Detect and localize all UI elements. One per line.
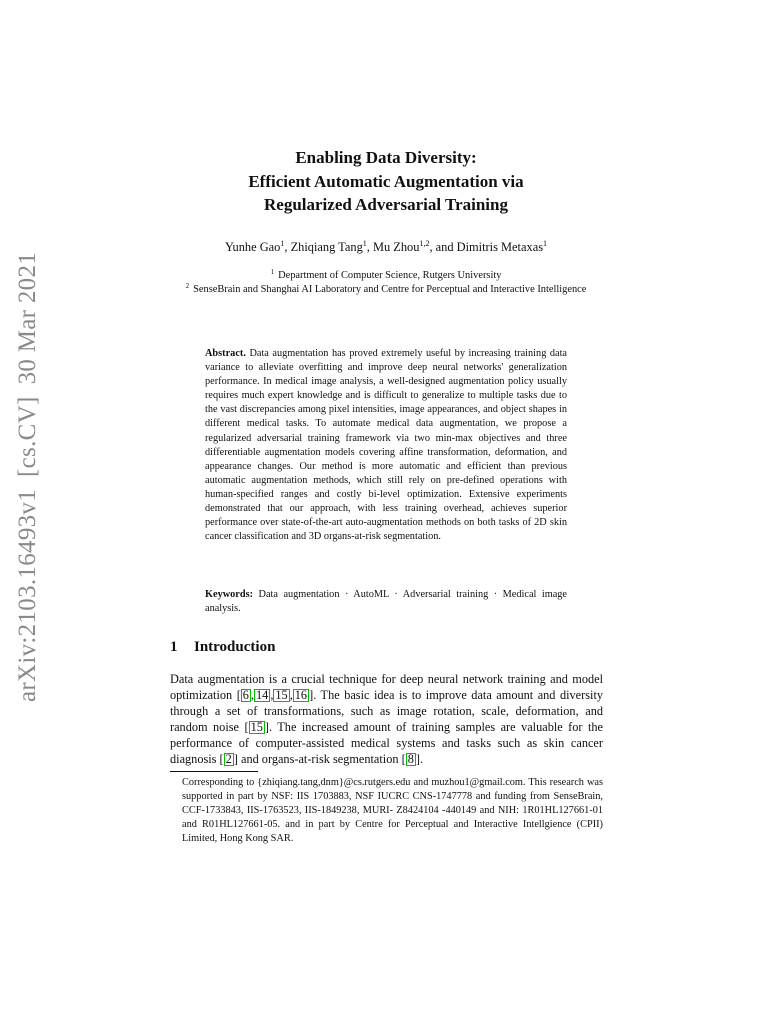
abstract <box>205 347 567 544</box>
citation-link[interactable]: 14 <box>256 688 269 703</box>
arxiv-watermark <box>14 252 42 702</box>
title-line-1: Enabling Data Diversity: <box>295 148 477 167</box>
author-name: Zhiqiang Tang <box>290 240 363 254</box>
keywords-text: Data augmentation · AutoML · Adversarial training · Medical image analysis. <box>205 589 567 615</box>
body-text: . The basic idea is to improve data amount and diversity through a set of transformations, such as image rotation, scale, deformation, and random noise <box>170 688 604 735</box>
author-affiliation-mark: 1 <box>280 239 285 248</box>
author-separator: , <box>284 240 291 254</box>
citation-link[interactable]: 15 <box>275 688 288 703</box>
body-text: Data augmentation is a crucial technique for deep neural network training and model optimization <box>170 672 603 703</box>
title-line-3: Regularized Adversarial Training <box>264 195 508 214</box>
author-name: Dimitris Metaxas <box>456 240 544 254</box>
author-affiliation-mark: 1 <box>362 239 367 248</box>
abstract-text: Data augmentation has proved extremely useful by increasing training data variance to alleviate overfitting and improve deep neural networks' generalization performance. In medical image analysis, a well-designed augmentation policy usually requires much expert knowledge and is difficult to generalize to multiple tasks due to the vast discrepancies among pixel intensities, image appearances, and object shapes in different medical tasks. To automate medical data augmentation, we propose a regularized adversarial training framework via two min-max objectives and three differentiable augmentation models covering affine transformation, deformation, and appearance changes. Our method is more automatic and efficient than previous automatic augmentation methods, which still rely on pre-defined operations with human-specified ranges and costly bi-level optimization. Extensive experiments demonstrated that our approach, with less training overhead, achieves superior performance over state-of-the-art auto-augmentation methods on both tasks of 2D skin cancer classification and 3D organs-at-risk segmentation. <box>205 348 568 543</box>
body-text: . The increased amount of training samples are valuable for the performance of computer-assisted medical systems and tasks such as skin cancer diagnosis <box>170 720 604 767</box>
section-title: Introduction <box>194 639 276 655</box>
affiliation-text: Department of Computer Science, Rutgers University <box>278 270 502 281</box>
citation-link[interactable]: 16 <box>294 688 308 703</box>
affiliation-2 <box>165 283 607 297</box>
author-separator: , <box>366 240 373 254</box>
author-affiliation-mark: 1,2 <box>419 239 430 248</box>
arxiv-category: [cs.CV] <box>14 396 41 477</box>
affiliation-text: SenseBrain and Shanghai AI Laboratory and Centre for Perceptual and Interactive Intelligence <box>193 284 587 295</box>
citation-link[interactable]: 8 <box>407 752 414 767</box>
author-name: Mu Zhou <box>372 240 420 254</box>
affiliation-1 <box>165 269 607 283</box>
affiliation-mark: 2 <box>185 282 190 290</box>
section-heading <box>170 639 275 656</box>
citation-link[interactable]: 15 <box>250 720 263 735</box>
affiliations <box>165 269 607 297</box>
author-list <box>150 240 622 255</box>
citation-link[interactable]: 6 <box>242 688 249 703</box>
keywords-label: Keywords: <box>205 589 254 600</box>
body-text: and organs-at-risk segmentation <box>237 752 402 767</box>
paper-title <box>170 146 602 217</box>
citation-link[interactable]: 2 <box>225 752 232 767</box>
keywords <box>205 588 567 616</box>
introduction-paragraph: Data augmentation is a crucial technique for deep neural network training and model optimization [ 6 , 14 , 15 , 16 ]. The basic idea is to improve data amount and diversity through a set of transformations, such as image rotation, scale, deformation, and random noise [ 15 ]. The increased amount of training samples are valuable for the performance of computer-assisted medical systems and tasks such as skin cancer diagnosis [ 2 ] and organs-at-risk segmentation [ 8 ]. <box>170 672 604 767</box>
author-affiliation-mark: 1 <box>543 239 548 248</box>
section-number: 1 <box>170 639 178 655</box>
footnote: Corresponding to {zhiqiang.tang,dnm}@cs.rutgers.edu and muzhou1@gmail.com. This research was supported in part by NSF: IIS 1703883, NSF IUCRC CNS-1747778 and funding from SenseBrain, CCF-1733843, IIS-1763523, IIS-1849238, MURI- Z8424104 -440149 and NIH: 1R01HL127661-01 and R01HL127661-05. and in part by Centre for Perceptual and Interactive Intellgience (CPII) Limited, Hong Kong SAR. <box>182 777 603 845</box>
title-line-2: Efficient Automatic Augmentation via <box>248 171 524 191</box>
arxiv-id: arXiv:2103.16493v1 <box>14 488 41 702</box>
author-name: Yunhe Gao <box>224 240 281 254</box>
body-text: . <box>419 752 424 767</box>
arxiv-date: 30 Mar 2021 <box>14 251 41 385</box>
author-separator: , and <box>429 240 457 254</box>
abstract-label: Abstract. <box>205 348 246 359</box>
affiliation-mark: 1 <box>270 268 275 276</box>
footnote-divider <box>170 771 258 772</box>
